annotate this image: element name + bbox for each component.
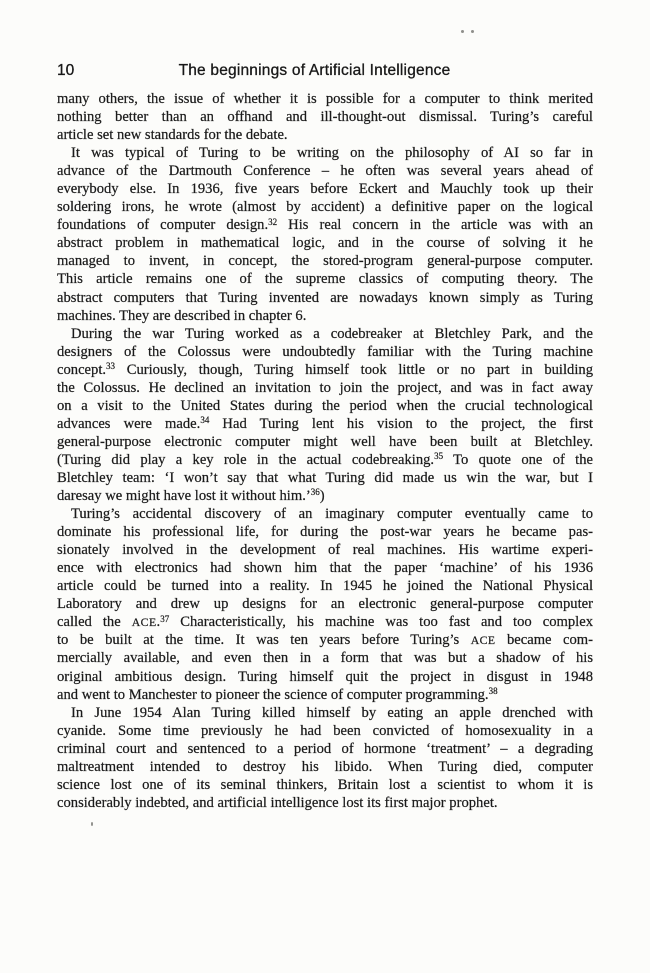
paragraph	[57, 505, 593, 704]
text-line: article could be turned into a reality. In 1945 he joined the National Physical	[57, 578, 593, 595]
text-line: It was typical of Turing to be writing on the philosophy of AI so far in	[71, 145, 593, 162]
text-line: considerably indebted, and artificial intelligence lost its first major prophet.	[57, 794, 498, 811]
text-line: abstract problem in mathematical logic, and in the course of solving it he	[57, 235, 593, 252]
text-line: general-purpose electronic computer might well have been built at Bletchley.	[57, 433, 593, 450]
text-line: nothing better than an offhand and ill-thought-out dismissal. Turing’s careful	[57, 109, 593, 126]
text-line: During the war Turing worked as a codebreaker at Bletchley Park, and the	[71, 325, 593, 342]
scan-speck	[91, 822, 93, 826]
text-line: ence with electronics had shown him that the paper ‘machine’ of his 1936	[57, 560, 593, 577]
text-line: the Colossus. He declined an invitation to join the project, and was in fact away	[57, 379, 593, 396]
text-line: original ambitious design. Turing himself quit the project in disgust in 1948	[57, 668, 593, 685]
text-line: dominate his professional life, for during the post-war years he became pas-	[57, 524, 593, 541]
text-line: designers of the Colossus were undoubtedly familiar with the Turing machine	[57, 343, 593, 360]
text-line: article set new standards for the debate.	[57, 127, 288, 144]
text-line: managed to invent, in concept, the stored-program general-purpose computer.	[57, 253, 593, 270]
paragraph	[57, 704, 593, 812]
text-line: Turing’s accidental discovery of an imaginary computer eventually came to	[71, 506, 593, 523]
text-line: Laboratory and drew up designs for an electronic general-purpose computer	[57, 596, 593, 613]
text-line: machines. They are described in chapter 6.	[57, 307, 307, 324]
paragraph	[57, 90, 593, 144]
text-line: In June 1954 Alan Turing killed himself by eating an apple drenched with	[71, 704, 593, 721]
page-number: 10	[57, 62, 75, 79]
text-line: Bletchley team: ‘I won’t say that what Turing did made us win the war, but I	[57, 469, 593, 486]
text-line: on a visit to the United States during the period when the crucial technological	[57, 397, 593, 414]
text-line: many others, the issue of whether it is possible for a computer to think merited	[57, 91, 593, 107]
text-line: to be built at the time. It was ten years before Turing’s ACE became com-	[57, 632, 593, 649]
paragraph	[57, 325, 593, 505]
text-line: (Turing did play a key role in the actual codebreaking.$^{35}$ To quote one of the	[57, 451, 593, 468]
text-line: mercially available, and even then in a form that was but a shadow of his	[57, 650, 593, 667]
text-line: advance of the Dartmouth Conference – he often was several years ahead of	[57, 163, 593, 180]
text-line: This article remains one of the supreme classics of computing theory. The	[57, 271, 593, 288]
running-head	[57, 62, 592, 82]
text-line: sionately involved in the development of real machines. His wartime experi-	[57, 542, 593, 559]
text-line: maltreatment intended to destroy his libido. When Turing died, computer	[57, 758, 593, 775]
text-line: called the ACE.$^{37}$ Characteristically, his machine was too fast and too complex	[57, 613, 593, 631]
scan-speck	[471, 30, 474, 33]
paragraph	[57, 144, 593, 324]
text-line: concept.$^{33}$ Curiously, though, Turing himself took little or no part in building	[57, 361, 593, 378]
running-title: The beginnings of Artificial Intelligence	[178, 62, 451, 79]
text-line: everybody else. In 1936, five years before Eckert and Mauchly took up their	[57, 181, 593, 198]
text-line: abstract computers that Turing invented are nowadays known simply as Turing	[57, 289, 593, 306]
scan-speck	[461, 30, 464, 33]
text-line: soldering irons, he wrote (almost by accident) a definitive paper on the logical	[57, 199, 593, 216]
text-line: science lost one of its seminal thinkers, Britain lost a scientist to whom it is	[57, 776, 593, 793]
text-line: foundations of computer design.$^{32}$ His real concern in the article was with an	[57, 216, 594, 234]
text-line: advances were made.$^{34}$ Had Turing lent his vision to the project, the first	[57, 415, 593, 432]
body-text	[57, 90, 593, 812]
text-line: cyanide. Some time previously he had been convicted of homosexuality in a	[57, 722, 593, 739]
text-line: criminal court and sentenced to a period of hormone ‘treatment’ – a degrading	[57, 740, 593, 757]
text-line: and went to Manchester to pioneer the science of computer programming.$^{38}$	[57, 685, 498, 703]
text-line: daresay we might have lost it without him.’$^{36}$)	[57, 487, 325, 505]
